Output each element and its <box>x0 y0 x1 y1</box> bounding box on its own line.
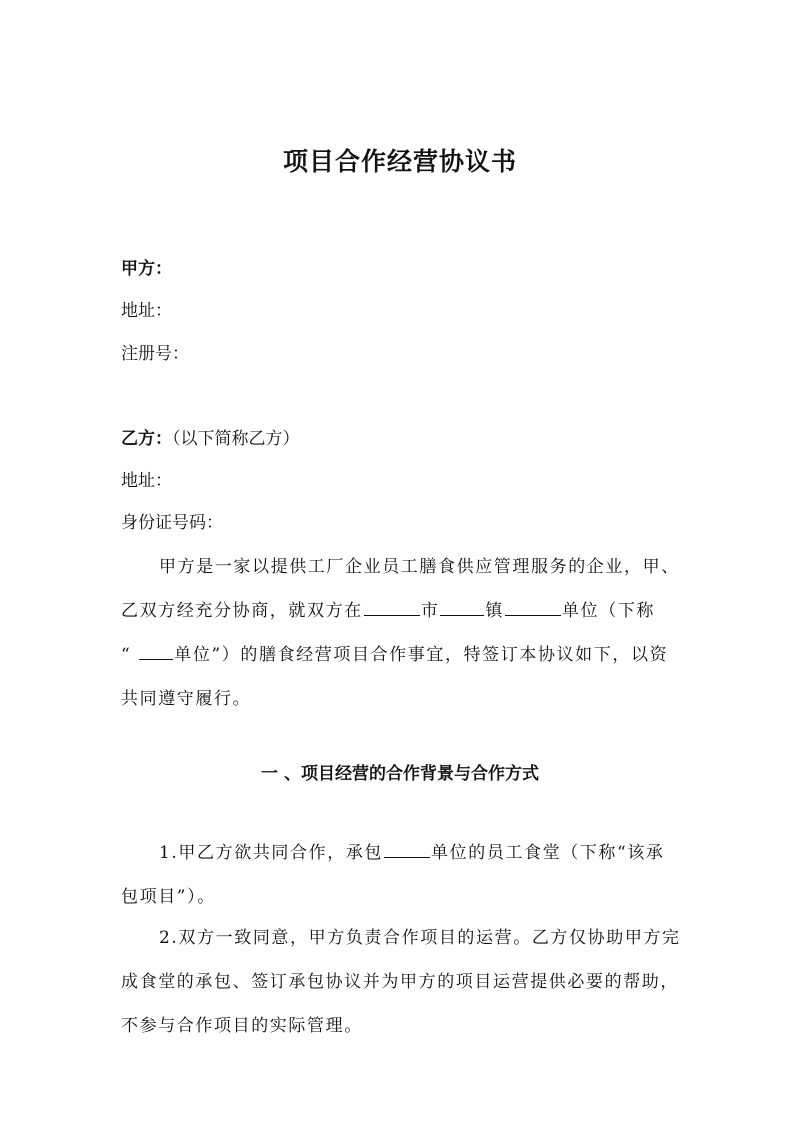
intro-paragraph <box>121 545 693 721</box>
party-b-label: 乙方： <box>121 429 172 449</box>
item-1-line-2: 包项目”）。 <box>121 887 216 907</box>
unit-blank <box>505 598 561 616</box>
town-blank <box>440 598 484 616</box>
document-title: 项目合作经营协议书 <box>282 147 517 176</box>
item-1-line-1: 1.甲乙方欲共同合作，承包 单位的员工食堂（下称“该承 <box>121 831 693 875</box>
section-1-item-1 <box>121 831 693 919</box>
item-2-line-3: 不参与合作项目的实际管理。 <box>121 1016 363 1036</box>
contract-unit-blank <box>384 840 430 858</box>
section-1-heading: 一 、项目经营的合作背景与合作方式 <box>261 764 539 784</box>
party-a-address: 地址： <box>121 301 172 321</box>
item-2-line-2: 成食堂的承包、签订承包协议并为甲方的项目运营提供必要的帮助， <box>121 972 679 992</box>
party-b-note: （以下简称乙方） <box>172 429 300 449</box>
party-b-address: 地址： <box>121 471 172 491</box>
intro-line-4: 共同遵守履行。 <box>121 689 252 709</box>
party-b-line <box>121 424 300 449</box>
item-2-line-1: 2.双方一致同意，甲方负责合作项目的运营。乙方仅协助甲方完 <box>159 928 681 948</box>
party-a-registration: 注册号： <box>121 344 189 364</box>
party-b-id-number: 身份证号码： <box>121 513 223 533</box>
intro-line-3: “ 单位”）的膳食经营项目合作事宜，特签订本协议如下，以资 <box>121 633 693 677</box>
unit-name-blank <box>139 642 173 660</box>
section-1-item-2 <box>121 916 693 1048</box>
intro-line-1: 甲方是一家以提供工厂企业员工膳食供应管理服务的企业，甲、 <box>159 557 680 577</box>
party-a-label: 甲方： <box>121 259 172 279</box>
intro-line-2: 乙双方经充分协商，就双方在 市 镇 单位（下称 <box>121 589 693 633</box>
city-blank <box>364 598 420 616</box>
